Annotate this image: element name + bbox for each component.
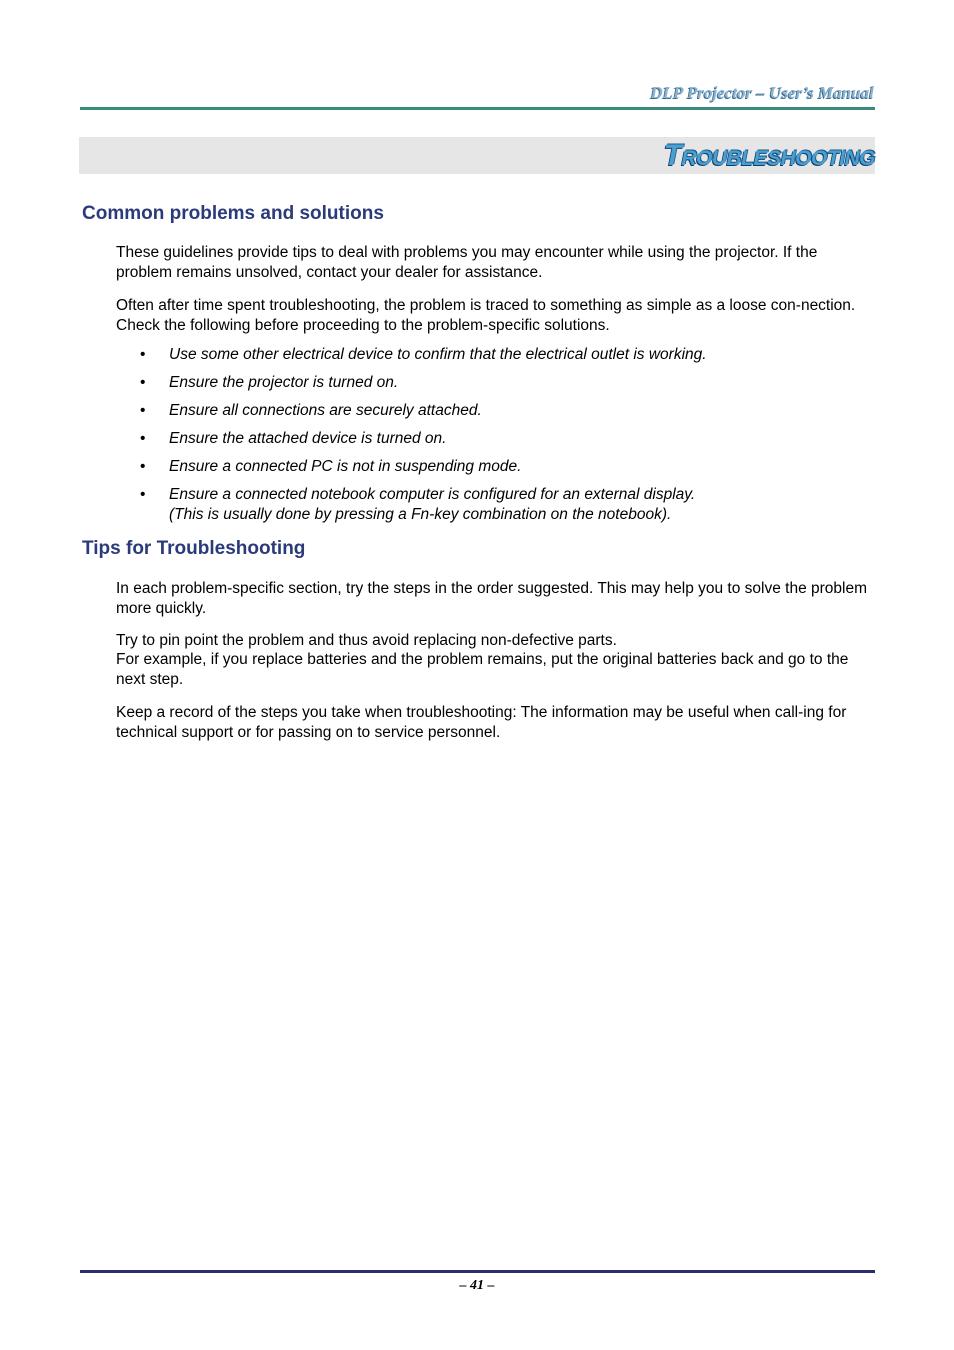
bullet-dot-icon: • (140, 374, 146, 391)
list-item-text: Ensure a connected PC is not in suspending mode. (169, 458, 522, 475)
list-item-text: Ensure all connections are securely attached. (169, 402, 482, 419)
header-divider (80, 107, 875, 110)
running-header-title: DLP Projector – User’s Manual (650, 83, 874, 102)
paragraph-example: For example, if you replace batteries and the problem remains, put the original batteries back and go to the next step. (116, 651, 849, 688)
chapter-title: Troubleshooting (663, 139, 875, 172)
list-item-text: Ensure the projector is turned on. (169, 374, 399, 391)
page-number: – 41 – (459, 1278, 495, 1293)
list-item-text: Ensure a connected notebook computer is configured for an external display. (169, 486, 696, 503)
paragraph-pin-point: Try to pin point the problem and thus avoid replacing non-defective parts. (116, 632, 617, 649)
section-heading-tips: Tips for Troubleshooting (82, 538, 306, 559)
section-heading-common-problems: Common problems and solutions (82, 203, 384, 224)
list-item (140, 485, 860, 525)
list-item-text: Ensure the attached device is turned on. (169, 430, 447, 447)
bullet-dot-icon: • (140, 402, 146, 419)
bullet-dot-icon: • (140, 486, 146, 503)
chapter-banner (79, 137, 875, 174)
paragraph-order-suggested: In each problem-specific section, try the steps in the order suggested. This may help you to solve the problem more quickly. (116, 580, 867, 617)
bullet-dot-icon: • (140, 346, 146, 363)
paragraph-guidelines: These guidelines provide tips to deal with problems you may encounter while using the projector. If the problem remains unsolved, contact your dealer for assistance. (116, 244, 818, 281)
list-item (140, 345, 860, 365)
bullet-dot-icon: • (140, 458, 146, 475)
paragraph-loose-connection: Often after time spent troubleshooting, the problem is traced to something as simple as a loose con-nection. Check the following before proceeding to the problem-specific solutions. (116, 297, 856, 334)
list-item (140, 373, 860, 393)
footer-divider (80, 1270, 875, 1273)
list-item (140, 401, 860, 421)
list-item-continuation: (This is usually done by pressing a Fn-key combination on the notebook). (169, 506, 672, 523)
checklist (140, 345, 860, 533)
paragraph-keep-record: Keep a record of the steps you take when troubleshooting: The information may be useful when call-ing for technical support or for passing on to service personnel. (116, 704, 847, 741)
list-item (140, 429, 860, 449)
list-item (140, 457, 860, 477)
bullet-dot-icon: • (140, 430, 146, 447)
list-item-text: Use some other electrical device to confirm that the electrical outlet is working. (169, 346, 707, 363)
